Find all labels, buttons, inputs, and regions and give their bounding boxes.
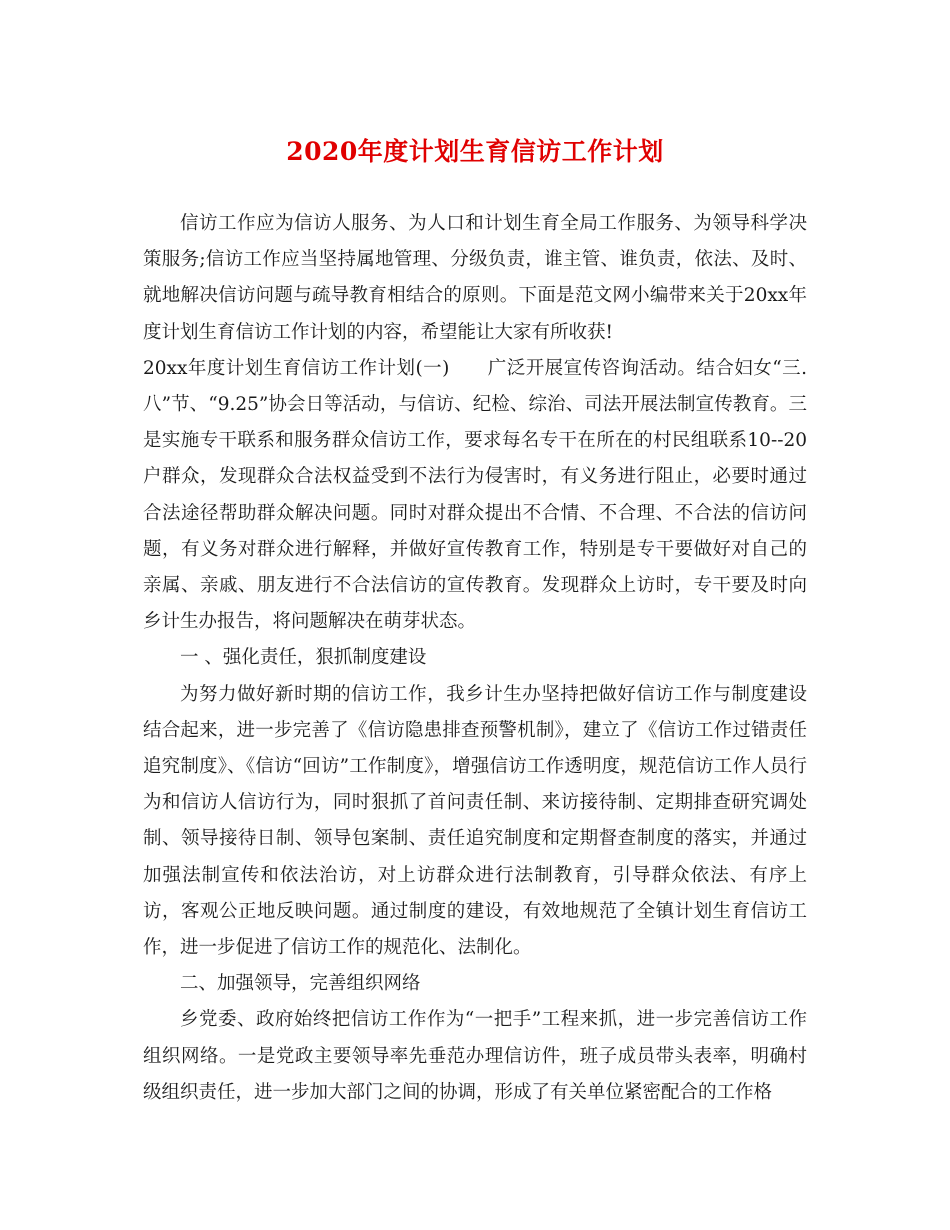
document-title: 2020年度计划生育信访工作计划 xyxy=(286,137,664,166)
document-body xyxy=(143,206,807,1111)
section-heading: 20xx年度计划生育信访工作计划(一) xyxy=(143,357,450,379)
section-one-heading: 一 、强化责任，狠抓制度建设 xyxy=(180,647,427,669)
plan-paragraph-text: 广泛开展宣传咨询活动。结合妇女“三.八”节、“9.25”协会日等活动，与信访、纪检、综治、司法开展法制宣传教育。三是实施专干联系和服务群众信访工作，要求每名专干在所在的村民组联系10--20户群众，发现群众合法权益受到不法行为侵害时，有义务进行阻止，必要时通过合法途径帮助群众解决问题。同时对群众提出不合情、不合理、不合法的信访问题，有义务对群众进行解释，并做好宣传教育工作，特别是专干要做好对自己的亲属、亲戚、朋友进行不合法信访的宣传教育。发现群众上访时，专干要及时向乡计生办报告，将问题解决在萌芽状态。 xyxy=(143,357,808,633)
section-two-heading: 二、加强领导，完善组织网络 xyxy=(180,973,421,995)
section-two-paragraph: 乡党委、政府始终把信访工作作为“一把手”工程来抓，进一步完善信访工作组织网络。一是党政主要领导率先垂范办理信访件，班子成员带头表率，明确村级组织责任，进一步加大部门之间的协调，形成了有关单位紧密配合的工作格 xyxy=(143,1009,807,1103)
section-one-paragraph: 为努力做好新时期的信访工作，我乡计生办坚持把做好信访工作与制度建设结合起来，进一步完善了《信访隐患排查预警机制》，建立了《信访工作过错责任追究制度》、《信访“回访”工作制度》，增强信访工作透明度，规范信访工作人员行为和信访人信访行为，同时狠抓了首问责任制、来访接待制、定期排查研究调处制、领导接待日制、领导包案制、责任追究制度和定期督查制度的落实，并通过加强法制宣传和依法治访，对上访群众进行法制教育，引导群众依法、有序上访，客观公正地反映问题。通过制度的建设，有效地规范了全镇计划生育信访工作，进一步促进了信访工作的规范化、法制化。 xyxy=(143,683,807,959)
plan-paragraph xyxy=(143,351,807,641)
intro-paragraph: 信访工作应为信访人服务、为人口和计划生育全局工作服务、为领导科学决策服务;信访工作应当坚持属地管理、分级负责，谁主管、谁负责，依法、及时、就地解决信访问题与疏导教育相结合的原则。下面是范文网小编带来关于20xx年度计划生育信访工作计划的内容，希望能让大家有所收获! xyxy=(143,213,807,343)
